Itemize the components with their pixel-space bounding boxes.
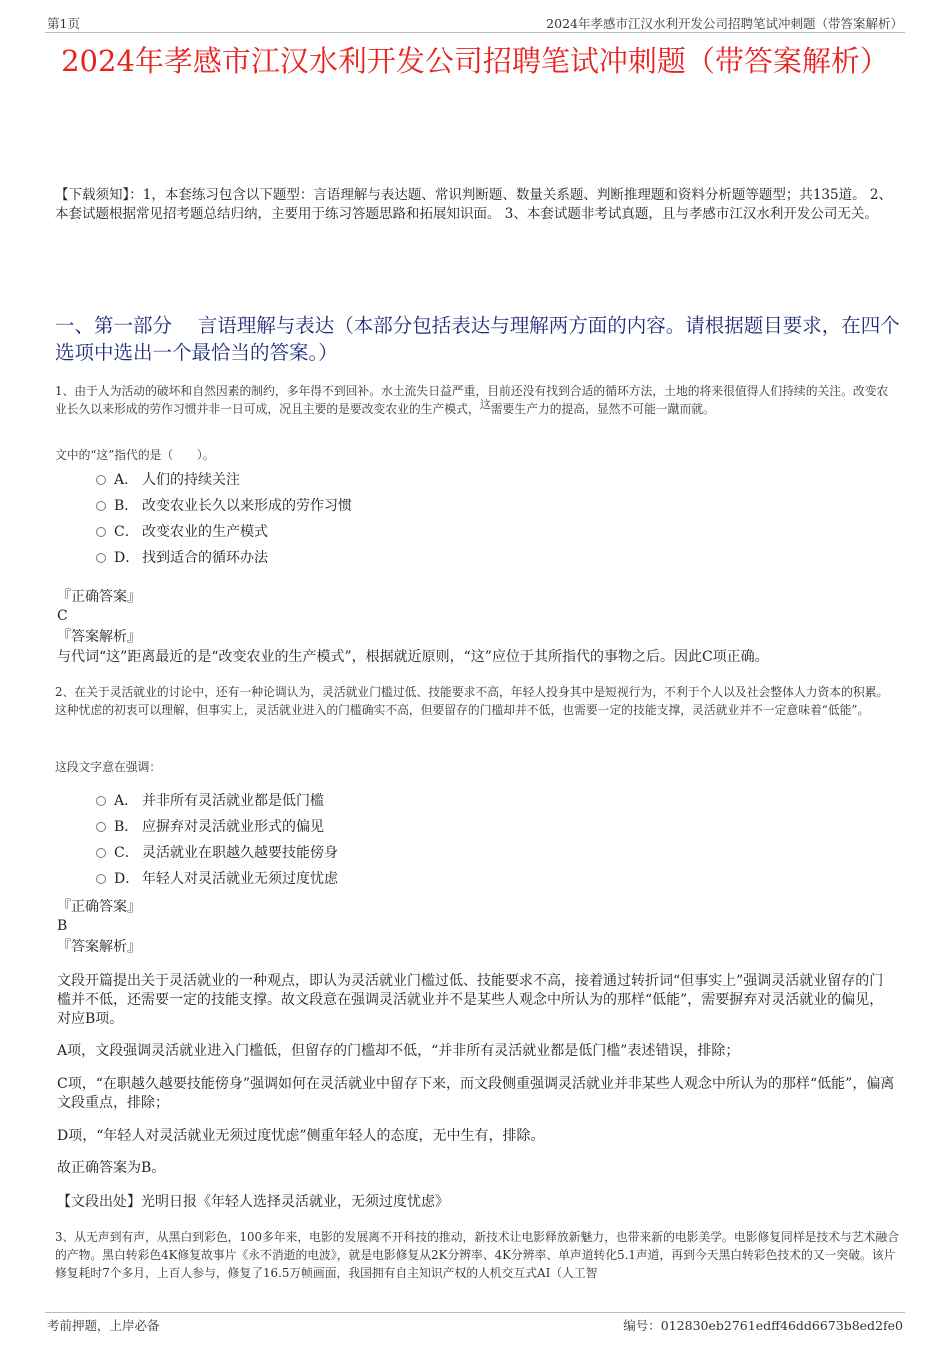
question-1-prompt: 文中的“这”指代的是（ ）。 (55, 448, 215, 462)
question-2-option-d[interactable]: D． 年轻人对灵活就业无须过度忧虑 (96, 869, 338, 889)
radio-icon[interactable] (96, 848, 106, 858)
radio-icon[interactable] (96, 822, 106, 832)
question-2-option-a[interactable]: A． 并非所有灵活就业都是低门槛 (96, 791, 324, 811)
question-1-text: 1、由于人为活动的破坏和自然因素的制约，多年得不到回补。水土流失日益严重，目前还没有找到合适的循环方法，土地的将来很值得人们持续的关注。改变农业长久以来形成的劳作习惯并非一日可成，况且主要的是要改变农业的生产模式，这需要生产力的提高，显然不可能一蹴而就。 (55, 384, 889, 416)
radio-icon[interactable] (96, 501, 106, 511)
question-2-answer-label: 『正确答案』 (57, 899, 141, 915)
question-2-analysis-paragraph: C项，“在职越久越要技能傍身”强调如何在灵活就业中留存下来，而文段侧重强调灵活就业并非某些人观念中所认为的那样“低能”，偏离文段重点，排除； (57, 1076, 895, 1111)
question-2-analysis-paragraph: D项，“年轻人对灵活就业无须过度忧虑”侧重年轻人的态度，无中生有，排除。 (57, 1128, 545, 1144)
footer-doc-id: 编号：012830eb2761edff46dd6673b8ed2fe0 (623, 1318, 903, 1333)
question-2-text: 2、在关于灵活就业的讨论中，还有一种论调认为，灵活就业门槛过低、技能要求不高，年轻人投身其中是短视行为，不利于个人以及社会整体人力资本的积累。这种忧虑的初衷可以理解，但事实上，灵活就业进入的门槛确实不高，但要留存的门槛却并不低，也需要一定的技能支撑，灵活就业并不一定意味着“低能”。 (55, 685, 889, 717)
download-notice: 【下载须知】：1，本套练习包含以下题型：言语理解与表达题、常识判断题、数量关系题、判断推理题和资料分析题等题型；共135道。 2、本套试题根据常见招考题总结归纳，主要用于练习答题思路和拓展知识面。 3、本套试题非考试真题，且与孝感市江汉水利开发公司无关。 (55, 187, 892, 222)
question-1-option-d[interactable]: D． 找到适合的循环办法 (96, 548, 268, 568)
question-2-answer: B (57, 918, 68, 934)
question-2-analysis-paragraph: 文段开篇提出关于灵活就业的一种观点，即认为灵活就业门槛过低、技能要求不高，接着通过转折词“但事实上”强调灵活就业留存的门槛并不低，还需要一定的技能支撑。故文段意在强调灵活就业并不是某些人观念中所认为的那样“低能”，需要摒弃对灵活就业的偏见，对应B项。 (57, 973, 884, 1027)
header-doc-title: 2024年孝感市江汉水利开发公司招聘笔试冲刺题（带答案解析） (546, 16, 903, 31)
radio-icon[interactable] (96, 475, 106, 485)
question-1-analysis-label: 『答案解析』 (57, 629, 141, 645)
document-title: 2024年孝感市江汉水利开发公司招聘笔试冲刺题（带答案解析） (61, 44, 889, 78)
section-title: 一、第一部分 言语理解与表达（本部分包括表达与理解两方面的内容。请根据题目要求，在四个选项中选出一个最恰当的答案。） (55, 314, 900, 364)
question-2-option-c[interactable]: C． 灵活就业在职越久越要技能傍身 (96, 843, 338, 863)
question-2-option-b[interactable]: B． 应摒弃对灵活就业形式的偏见 (96, 817, 324, 837)
page-footer (45, 1312, 905, 1333)
radio-icon[interactable] (96, 796, 106, 806)
question-1-answer-label: 『正确答案』 (57, 589, 141, 605)
page-number: 第1页 (47, 16, 80, 31)
question-1-option-b[interactable]: B． 改变农业长久以来形成的劳作习惯 (96, 496, 352, 516)
page-header (45, 14, 905, 33)
question-1-marked-word: 这 (479, 398, 491, 411)
radio-icon[interactable] (96, 527, 106, 537)
question-1-option-c[interactable]: C． 改变农业的生产模式 (96, 522, 268, 542)
question-1-option-a[interactable]: A． 人们的持续关注 (96, 470, 240, 490)
question-1-analysis: 与代词“这”距离最近的是“改变农业的生产模式”，根据就近原则，“这”应位于其所指代的事物之后。因此C项正确。 (57, 649, 769, 665)
footer-slogan: 考前押题，上岸必备 (47, 1318, 160, 1333)
question-1-answer: C (57, 608, 68, 624)
question-3-text: 3、从无声到有声，从黑白到彩色，100多年来，电影的发展离不开科技的推动，新技术让电影释放新魅力，也带来新的电影美学。电影修复同样是技术与艺术融合的产物。黑白转彩色4K修复故事片《永不消逝的电波》，就是电影修复从2K分辨率、4K分辨率、单声道转化5.1声道，再到今天黑白转彩色技术的又一突破。该片修复耗时7个多月，上百人参与，修复了16.5万帧画面，我国拥有自主知识产权的人机交互式AI（人工智 (55, 1230, 900, 1280)
question-2-prompt: 这段文字意在强调： (55, 760, 162, 774)
radio-icon[interactable] (96, 553, 106, 563)
question-2-analysis-paragraph: A项，文段强调灵活就业进入门槛低，但留存的门槛却不低，“并非所有灵活就业都是低门槛”表述错误，排除； (57, 1043, 740, 1059)
question-2-analysis-paragraph: 故正确答案为B。 (57, 1160, 166, 1176)
question-2-source: 【文段出处】光明日报《年轻人选择灵活就业，无须过度忧虑》 (57, 1194, 449, 1210)
radio-icon[interactable] (96, 874, 106, 884)
question-2-analysis-label: 『答案解析』 (57, 939, 141, 955)
